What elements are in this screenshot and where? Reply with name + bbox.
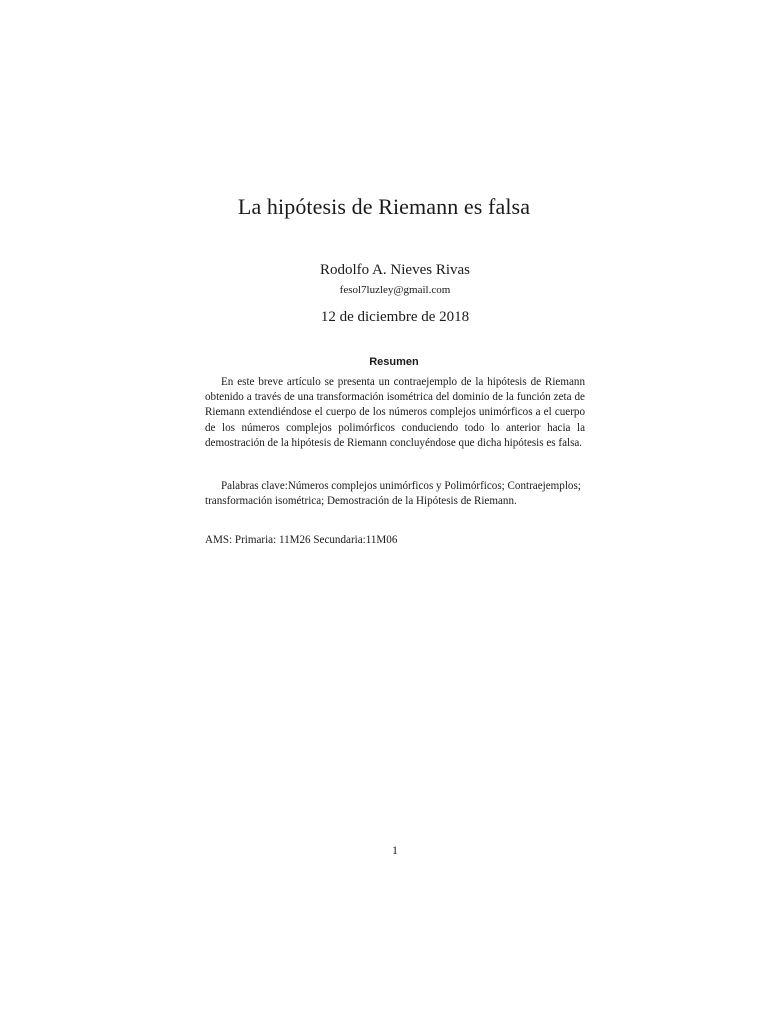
- abstract-body: En este breve artículo se presenta un contraejemplo de la hipótesis de Riemann obtenido a través de una transformación isométrica del dominio de la función zeta de Riemann extendiéndose el cuerpo de los números complejos unimórficos a el cuerpo de los números complejos polimórficos conduciendo todo lo anterior hacia la demostración de la hipótesis de Riemann concluyéndose que dicha hipótesis es falsa.: [205, 376, 585, 449]
- paper-date: 12 de diciembre de 2018: [320, 309, 470, 325]
- author-name: Rodolfo A. Nieves Rivas: [320, 262, 470, 278]
- abstract-heading: Resumen: [369, 356, 419, 368]
- page-number: 1: [392, 843, 398, 857]
- author-email: fesol7luzley@gmail.com: [339, 284, 451, 296]
- keywords-paragraph: Palabras clave:Números complejos unimórficos y Polimórficos; Contraejemplos; transformación isométrica; Demostración de la Hipótesis de Riemann.: [205, 480, 581, 508]
- ams-classification: AMS: Primaria: 11M26 Secundaria:11M06: [205, 534, 398, 546]
- paper-title: La hipótesis de Riemann es falsa: [237, 194, 531, 219]
